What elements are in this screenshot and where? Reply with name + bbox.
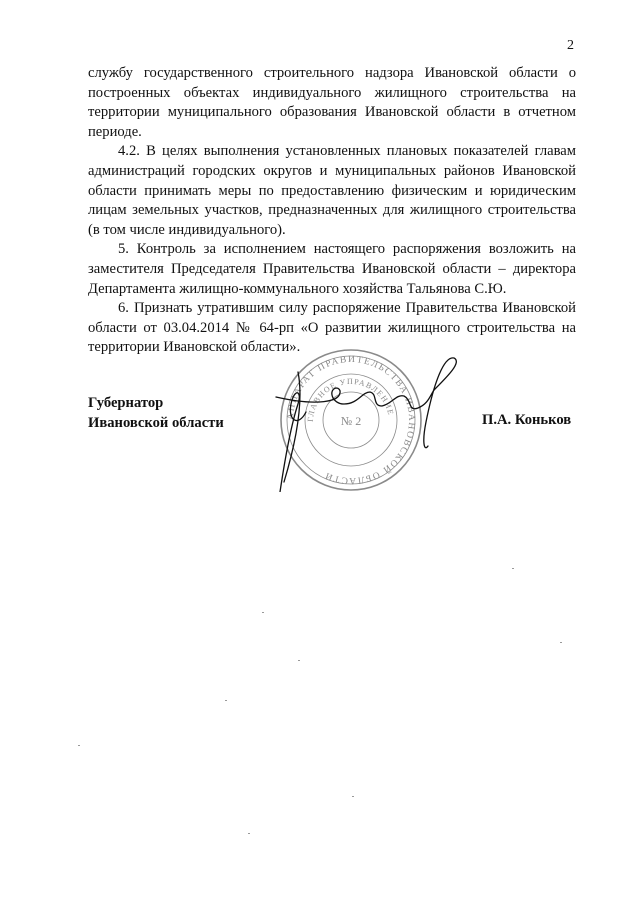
speck xyxy=(262,612,264,613)
seal-outer-text: АППАРАТ ПРАВИТЕЛЬСТВА ИВАНОВСКОЙ ОБЛАСТИ xyxy=(285,354,417,486)
official-seal-and-signature xyxy=(258,342,458,492)
page-number: 2 xyxy=(567,38,574,53)
document-body xyxy=(88,64,576,358)
paragraph-continuation: службу государственного строительного надзора Ивановской области о построенных объектах индивидуального жилищного строительства на территории муниципального образования Ивановской области в отчетном периоде. xyxy=(88,65,576,140)
speck xyxy=(78,745,80,746)
position-title: Губернатор xyxy=(88,395,164,411)
seal-inner-text: ГЛАВНОЕ УПРАВЛЕНИЕ xyxy=(305,376,396,423)
position-region: Ивановской области xyxy=(88,415,224,431)
signatory-position xyxy=(88,393,224,433)
speck xyxy=(560,642,562,643)
speck xyxy=(352,796,354,797)
paragraph-5: 5. Контроль за исполнением настоящего распоряжения возложить на заместителя Председателя Правительства Ивановской области – директора Департамента жилищно-коммунального хозяйства Тальянова С.Ю. xyxy=(88,241,576,297)
signatory-name: П.А. Коньков xyxy=(482,412,572,428)
seal-center-text: № 2 xyxy=(340,414,362,428)
speck xyxy=(225,700,227,701)
paragraph-6: 6. Признать утратившим силу распоряжение Правительства Ивановской области от 03.04.2014 № 64-рп «О развитии жилищного строительства на территории Ивановской области». xyxy=(88,300,576,356)
speck xyxy=(298,660,300,661)
speck xyxy=(512,568,514,569)
speck xyxy=(248,833,250,834)
paragraph-4-2: 4.2. В целях выполнения установленных плановых показателей главам администраций городских округов и муниципальных районов Ивановской области принимать меры по предоставлению физическим и юридическим лицам земельных участков, предназначенных для жилищного строительства (в том числе индивидуального). xyxy=(88,143,576,238)
